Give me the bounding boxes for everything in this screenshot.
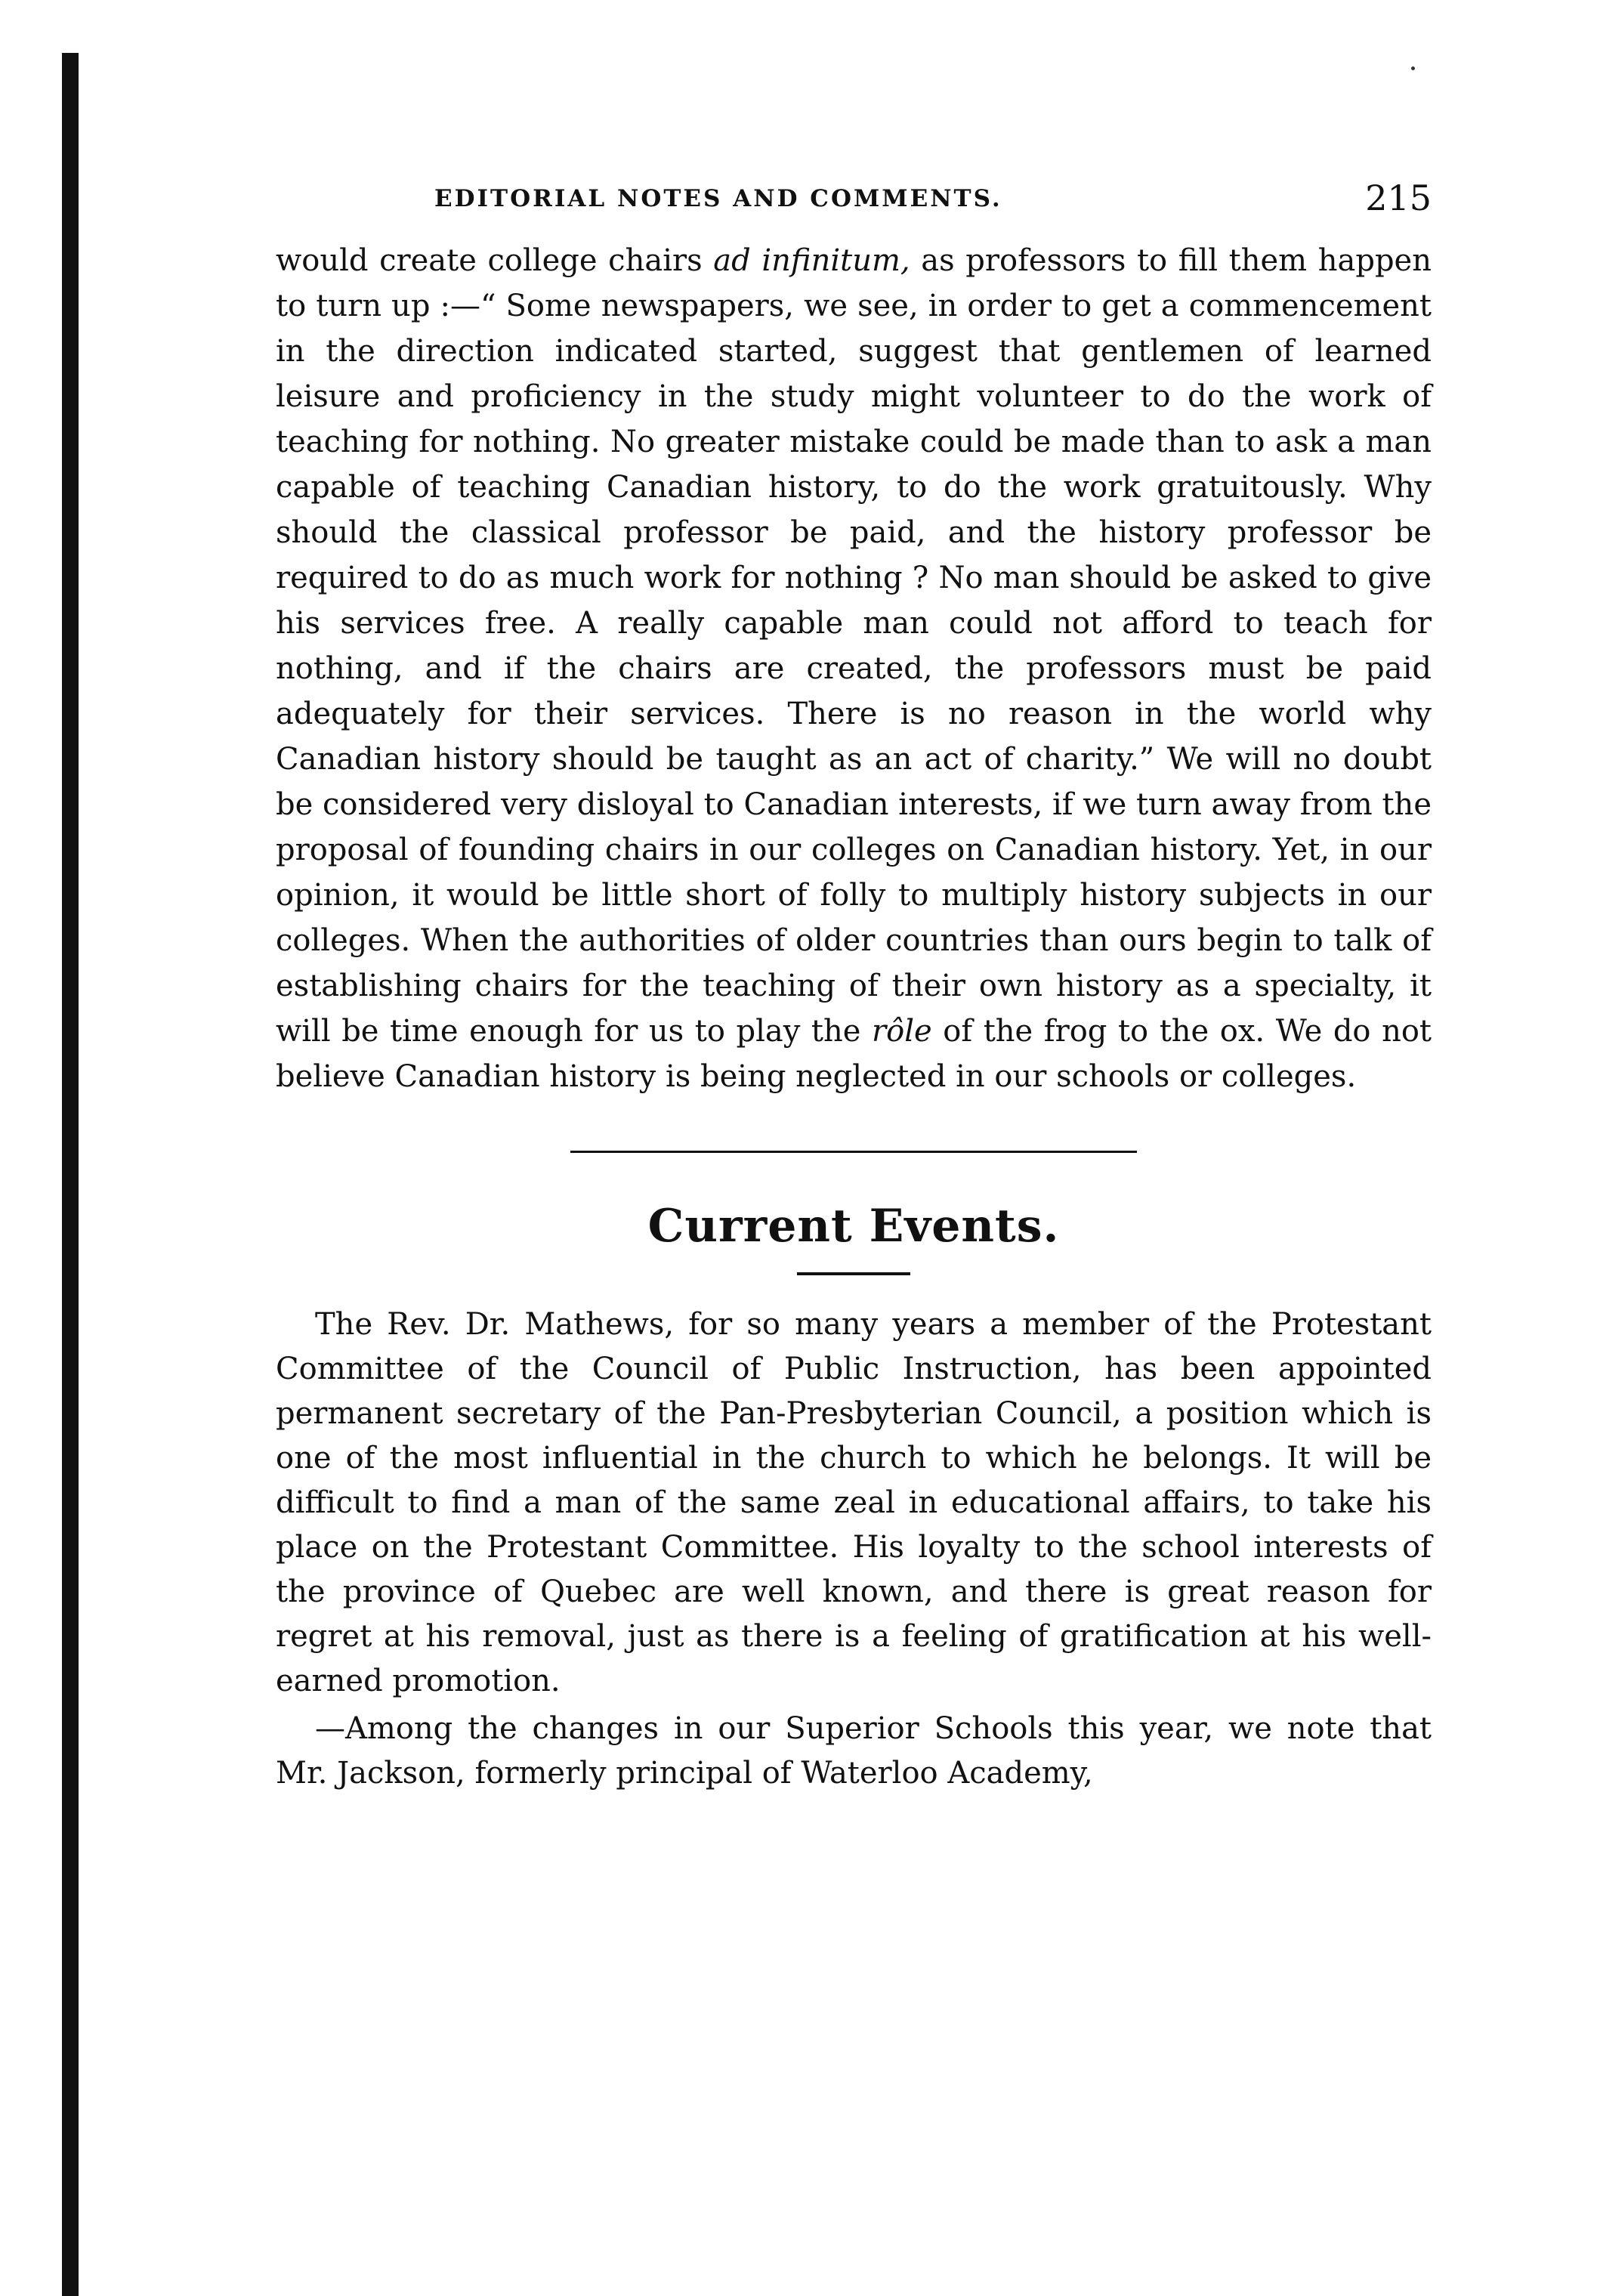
running-title: EDITORIAL NOTES AND COMMENTS. — [434, 185, 1002, 212]
page-number: 215 — [1365, 178, 1432, 218]
continued-text-middle: as professors to fill them happen to turn up :—“ Some newspapers, we see, in order to get a commencement in the direction indicated started, suggest that gentlemen of learned leisure and proficiency in the study might volunteer to do the work of teaching for nothing. No greater mistake could be made than to ask a man capable of teaching Canadian history, to do the work gratuitously. Why should the classical professor be paid, and the history professor be required to do as much work for nothing ? No man should be asked to give his services free. A really capable man could not afford to teach for nothing, and if the chairs are created, the professors must be paid adequately for their services. There is no reason in the world why Canadian history should be taught as an act of charity.” We will no doubt be considered very disloyal to Canadian interests, if we turn away from the proposal of founding chairs in our colleges on Canadian history. Yet, in our opinion, it would be little short of folly to multiply history subjects in our colleges. When the authorities of older countries than ours begin to talk of establishing chairs for the teaching of their own history as a specialty, it will be time enough for us to play the — [276, 243, 1432, 1049]
scan-speck — [1411, 66, 1415, 70]
section-divider — [570, 1151, 1137, 1153]
italic-word: rôle — [872, 1014, 932, 1049]
continued-text-start: would create college chairs — [276, 243, 714, 278]
running-head — [276, 178, 1432, 223]
scan-margin-edge — [62, 53, 79, 2296]
paragraph-superior-schools: —Among the changes in our Superior Schools this year, we note that Mr. Jackson, formerly principal of Waterloo Academy, — [276, 1711, 1432, 1791]
section-title: Current Events. — [647, 1200, 1060, 1253]
paragraph-mathews: The Rev. Dr. Mathews, for so many years a member of the Protestant Committee of the Council of Public Instruction, has been appointed permanent secretary of the Pan-Presbyterian Council, a position which is one of the most influential in the church to which he belongs. It will be difficult to find a man of the same zeal in educational affairs, to take his place on the Protestant Committee. His loyalty to the school interests of the province of Quebec are well known, and there is great reason for regret at his removal, just as there is a feeling of gratification at his well-earned promotion. — [276, 1307, 1432, 1698]
italic-phrase: ad infinitum, — [713, 243, 910, 278]
book-page — [276, 178, 1432, 1796]
continued-paragraph — [276, 238, 1432, 1099]
title-underline — [797, 1272, 910, 1275]
continued-text-end: of the frog to the ox. We do not believe Canadian history is being neglected in our schools or colleges. — [276, 1014, 1432, 1094]
